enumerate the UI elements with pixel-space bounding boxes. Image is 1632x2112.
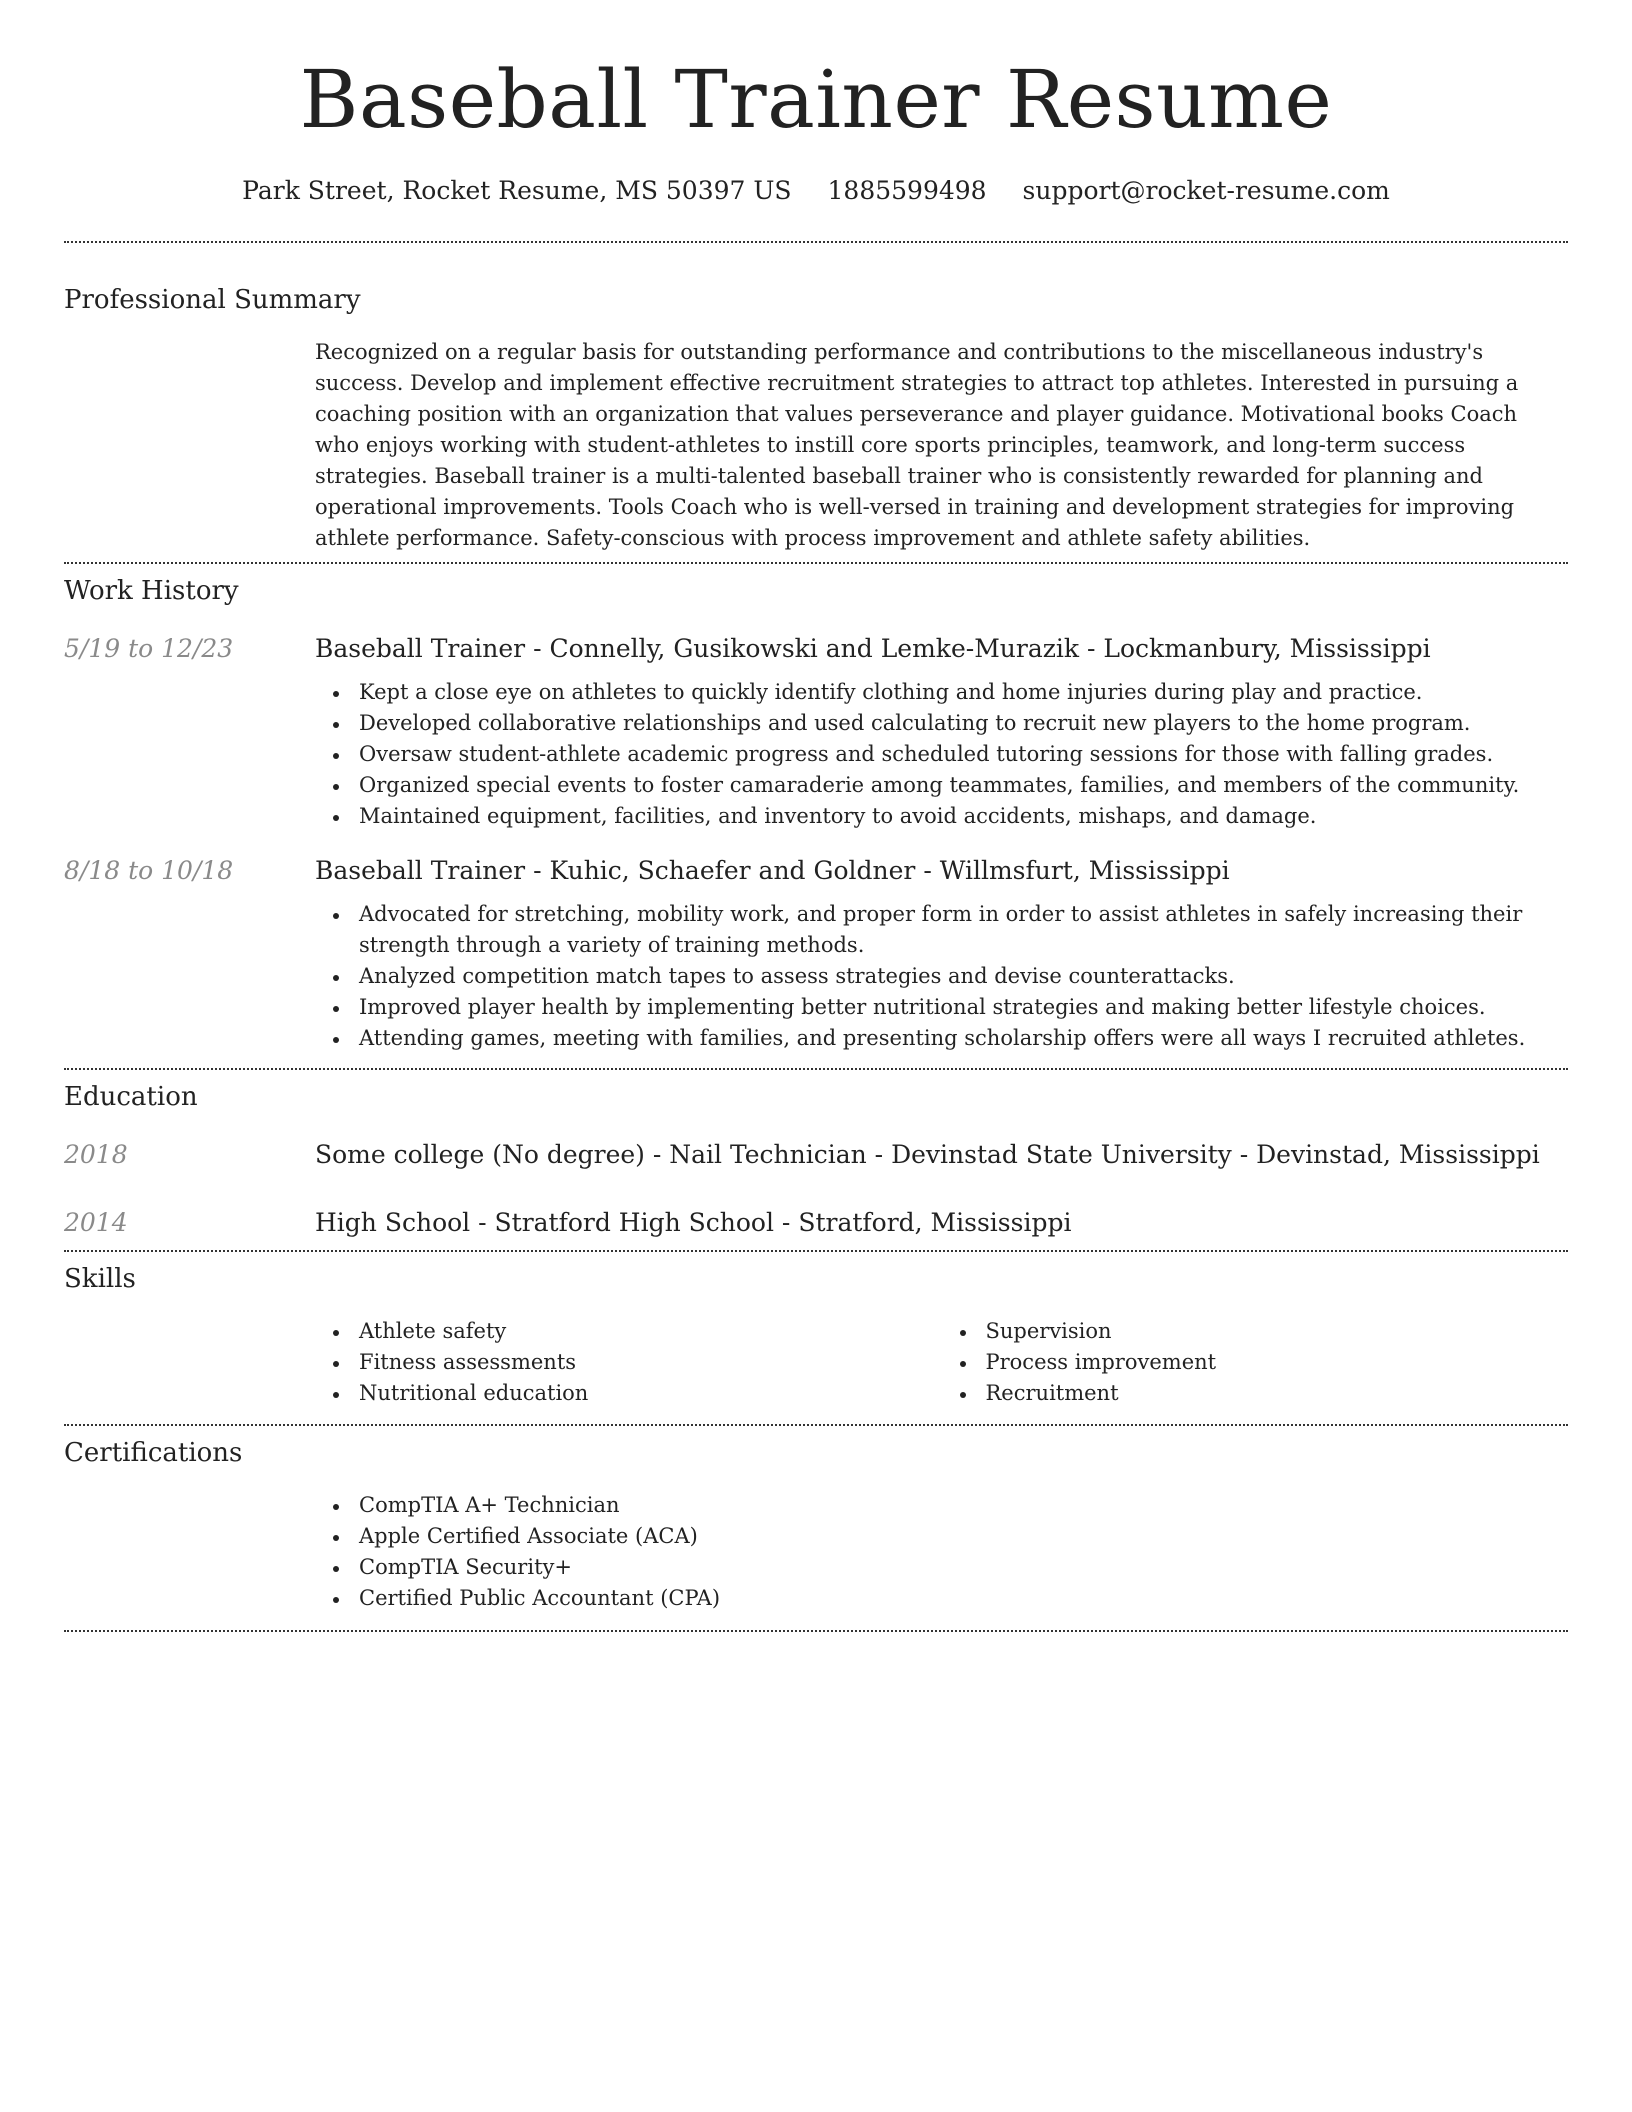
education-year: 2014 — [64, 1208, 128, 1237]
list-item: Supervision — [958, 1316, 1569, 1347]
job-duties — [331, 899, 1568, 1054]
list-item: Attending games, meeting with families, and presenting scholarship offers were all ways I recruited athletes. — [331, 1023, 1568, 1054]
contact-phone: 1885599498 — [827, 176, 987, 205]
job-entry — [64, 854, 1568, 1054]
job-dates: 5/19 to 12/23 — [64, 634, 234, 663]
section-title-work: Work History — [64, 576, 239, 606]
list-item: Organized special events to foster camaraderie among teammates, families, and members of the community. — [331, 770, 1568, 801]
summary-text: Recognized on a regular basis for outstanding performance and contributions to the miscellaneous industry's success. Develop and implement effective recruitment strategies to attract top athletes. Interested in pursuing a coaching position with an organization that values perseverance and player guidance. Motivational books Coach who enjoys working with student-athletes to instill core sports principles, teamwork, and long-term success strategies. Baseball trainer is a multi-talented baseball trainer who is consistently rewarded for planning and operational improvements. Tools Coach who is well-versed in training and development strategies for improving athlete performance. Safety-conscious with process improvement and athlete safety abilities. — [315, 340, 1519, 550]
section-title-summary: Professional Summary — [64, 285, 361, 315]
list-item: Advocated for stretching, mobility work, and proper form in order to assist athletes in safely increasing their strength through a variety of training methods. — [331, 899, 1568, 961]
list-item: Certified Public Accountant (CPA) — [331, 1583, 1568, 1614]
job-title: Baseball Trainer - Connelly, Gusikowski and Lemke-Murazik - Lockmanbury, Mississippi — [315, 634, 1431, 663]
skills-column-1 — [331, 1316, 942, 1409]
divider — [64, 1630, 1568, 1632]
list-item: Athlete safety — [331, 1316, 942, 1347]
job-title: Baseball Trainer - Kuhic, Schaefer and Goldner - Willmsfurt, Mississippi — [315, 856, 1230, 885]
divider — [64, 1068, 1568, 1070]
education-entry — [64, 1138, 1568, 1172]
education-degree: Some college (No degree) - Nail Technician — [315, 1140, 867, 1169]
list-item: Nutritional education — [331, 1378, 942, 1409]
skills-column-2 — [958, 1316, 1569, 1409]
list-item: Maintained equipment, facilities, and inventory to avoid accidents, mishaps, and damage. — [331, 801, 1568, 832]
contact-line — [64, 174, 1568, 208]
section-title-skills: Skills — [64, 1264, 136, 1294]
contact-address: Park Street, Rocket Resume, MS 50397 US — [242, 176, 792, 205]
list-item: Kept a close eye on athletes to quickly identify clothing and home injuries during play and practice. — [331, 677, 1568, 708]
list-item: CompTIA Security+ — [331, 1552, 1568, 1583]
education-entry — [64, 1206, 1568, 1240]
section-title-education: Education — [64, 1082, 198, 1112]
list-item: Fitness assessments — [331, 1347, 942, 1378]
list-item: Oversaw student-athlete academic progress and scheduled tutoring sessions for those with falling grades. — [331, 739, 1568, 770]
list-item: CompTIA A+ Technician — [331, 1490, 1568, 1521]
education-school: - Stratford High School - Stratford, Mississippi — [470, 1208, 1072, 1237]
divider — [64, 241, 1568, 243]
list-item: Process improvement — [958, 1347, 1569, 1378]
education-school: - Devinstad State University - Devinstad, Mississippi — [866, 1140, 1540, 1169]
education-degree: High School — [315, 1208, 471, 1237]
divider — [64, 1424, 1568, 1426]
list-item: Analyzed competition match tapes to assess strategies and devise counterattacks. — [331, 961, 1568, 992]
section-title-certifications: Certifications — [64, 1438, 243, 1468]
list-item: Apple Certified Associate (ACA) — [331, 1521, 1568, 1552]
divider — [64, 1250, 1568, 1252]
job-dates: 8/18 to 10/18 — [64, 856, 234, 885]
list-item: Recruitment — [958, 1378, 1569, 1409]
skills-list — [315, 1316, 1568, 1409]
education-year: 2018 — [64, 1140, 128, 1169]
resume-title: Baseball Trainer Resume — [299, 53, 1333, 146]
job-entry — [64, 632, 1568, 832]
contact-email: support@rocket-resume.com — [1022, 176, 1390, 205]
divider — [64, 562, 1568, 564]
list-item: Developed collaborative relationships and used calculating to recruit new players to the home program. — [331, 708, 1568, 739]
job-duties — [331, 677, 1568, 832]
certifications-list — [331, 1490, 1568, 1614]
list-item: Improved player health by implementing better nutritional strategies and making better lifestyle choices. — [331, 992, 1568, 1023]
resume-page — [64, 0, 1568, 1632]
